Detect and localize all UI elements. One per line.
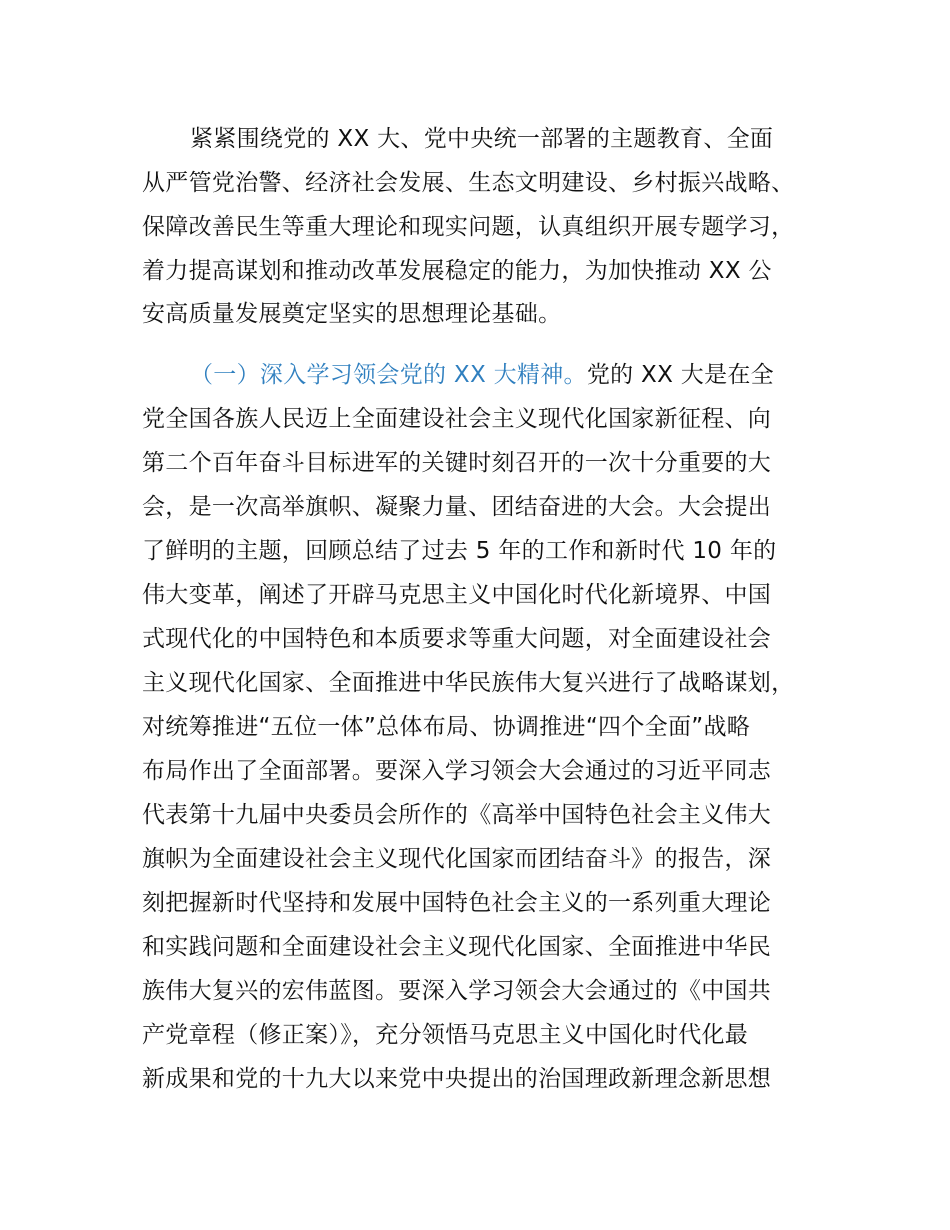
paragraph-2-line-7: 式现代化的中国特色和本质要求等重大问题，对全面建设社会 [142,626,772,652]
paragraph-1-line-4: 着力提高谋划和推动改革发展稳定的能力，为加快推动 XX 公 [142,258,772,284]
paragraph-2-line-16: 产党章程（修正案）》，充分领悟马克思主义中国化时代化最 [142,1022,749,1048]
paragraph-2-line-4: 会，是一次高举旗帜、凝聚力量、团结奋进的大会。大会提出 [142,494,772,520]
paragraph-2-line-14: 和实践问题和全面建设社会主义现代化国家、全面推进中华民 [142,934,772,960]
paragraph-2-line-17: 新成果和党的十九大以来党中央提出的治国理政新理念新思想 [142,1066,772,1092]
paragraph-1-line-3: 保障改善民生等重大理论和现实问题，认真组织开展专题学习， [142,214,795,240]
section-heading: （一）深入学习领会党的 XX 大精神。 [190,362,587,388]
paragraph-1-line-2: 从严管党治警、经济社会发展、生态文明建设、乡村振兴战略、 [142,170,795,196]
paragraph-2-line-1 [190,360,774,390]
paragraph-2-line-10: 布局作出了全面部署。要深入学习领会大会通过的习近平同志 [142,758,772,784]
paragraph-2-line-13: 刻把握新时代坚持和发展中国特色社会主义的一系列重大理论 [142,890,772,916]
paragraph-2-line-5: 了鲜明的主题，回顾总结了过去 5 年的工作和新时代 10 年的 [142,538,777,564]
paragraph-2-line-2: 党全国各族人民迈上全面建设社会主义现代化国家新征程、向 [142,406,772,432]
paragraph-1-line-5: 安高质量发展奠定坚实的思想理论基础。 [142,301,562,327]
paragraph-1-line-1: 紧紧围绕党的 XX 大、党中央统一部署的主题教育、全面 [190,126,774,152]
paragraph-2-line-12: 旗帜为全面建设社会主义现代化国家而团结奋斗》的报告，深 [142,846,772,872]
paragraph-2-line-3: 第二个百年奋斗目标进军的关键时刻召开的一次十分重要的大 [142,450,772,476]
paragraph-2-line-6: 伟大变革，阐述了开辟马克思主义中国化时代化新境界、中国 [142,582,772,608]
paragraph-2-line-1-text: 党的 XX 大是在全 [586,362,774,388]
paragraph-2-line-11: 代表第十九届中央委员会所作的《高举中国特色社会主义伟大 [142,802,772,828]
paragraph-2-line-8: 主义现代化国家、全面推进中华民族伟大复兴进行了战略谋划， [142,670,795,696]
paragraph-2-line-9: 对统筹推进“五位一体”总体布局、协调推进“四个全面”战略 [142,714,751,740]
paragraph-2-line-15: 族伟大复兴的宏伟蓝图。要深入学习领会大会通过的《中国共 [142,978,772,1004]
